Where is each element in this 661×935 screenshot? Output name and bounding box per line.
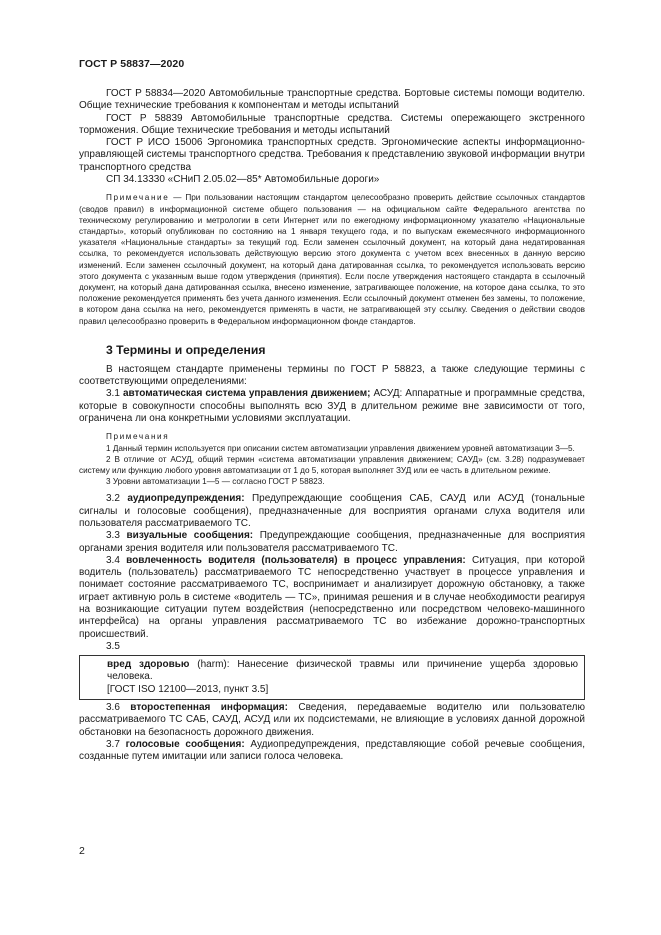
term-3-6: 3.6 второстепенная информация: Сведения, передаваемые водителю или пользователю рассматриваемого ТС САБ, САУД, АСУД или их подсистемами, не влияющие в условиях данной дорожной обстановки на безопасность дорожного движения. (79, 702, 586, 738)
note-item: 1 Данный термин используется при описании систем автоматизации управления движением уровней автоматизации 3—5. (106, 443, 575, 453)
term-3-4: 3.4 вовлеченность водителя (пользователя) в процесс управления: Ситуация, при которой водитель (пользователь) рассматриваемого ТС непосредственно участвует в процессе управления и понимает состояние рассматриваемого ТС, воспринимает и анализирует дорожную обстановку, а также играет активную роль в системе «водитель — ТС», принимая решения и в случае необходимости реагируя на возникающие ситуации путем воздействия (непосредственно или посредством человеко-машинного интерфейса) на органы управления рассматриваемого ТС во избежание дорожно-транспортных происшествий. (79, 554, 586, 640)
note-paragraph: Примечание — При пользовании настоящим стандартом целесообразно проверить действие ссылочных стандартов (сводов правил) в информационной системе общего пользования — на официальном сайте Федерального агентства по техническому регулированию и метрологии в сети Интернет или по ежегодному информационному указателю «Национальные стандарты», который опубликован по состоянию на 1 января текущего года, и по выпускам ежемесячного информационного указателя «Национальные стандарты» за текущий год. Если заменен ссылочный документ, на который дана недатированная ссылка, то рекомендуется использовать действующую версию этого документа с учетом всех внесенных в данную версию изменений. Если заменен ссылочный документ, на который дана датированная ссылка, то рекомендуется использовать версию этого документа с указанным выше годом утверждения (принятия). Если после утверждения настоящего стандарта в ссылочный документ, на который дана датированная ссылка, внесено изменение, затрагивающее положение, на которое дана ссылка, то это положение рекомендуется применять без учета данного изменения. Если ссылочный документ отменен без замены, то положение, в котором дана ссылка на него, рекомендуется применять в части, не затрагивающей эту ссылку. Сведения о действии сводов правил целесообразно проверить в Федеральном информационном фонде стандартов. (79, 193, 585, 326)
note-label: Примечание (106, 193, 170, 203)
note-item: 2 В отличие от АСУД, общий термин «система автоматизации управления движением; САУД» (см. 3.28) подразумевает систему или функцию любого уровня автоматизации от 1 до 5, которая выполняет ЗУД или ее часть в длительном режиме. (79, 454, 585, 475)
term-3-5-box (79, 655, 585, 700)
note-text: При пользовании настоящим стандартом целесообразно проверить действие ссылочных стандартов (сводов правил) в информационной системе общего пользования — на официальном сайте Федерального агентства по техническому регулированию и метрологии в сети Интернет или по ежегодному информационному указателю «Национальные стандарты», который опубликован по состоянию на 1 января текущего года, и по выпускам ежемесячного информационного указателя «Национальные стандарты» за текущий год. Если заменен ссылочный документ, на который дана недатированная ссылка, то рекомендуется использовать действующую версию этого документа с учетом всех внесенных в данную версию изменений. Если заменен ссылочный документ, на который дана датированная ссылка, то рекомендуется использовать версию этого документа с указанным выше годом утверждения (принятия). Если после утверждения настоящего стандарта в ссылочный документ, на который дана датированная ссылка, внесено изменение, затрагивающее положение, на которое дана ссылка, то это положение рекомендуется применять без учета данного изменения. Если ссылочный документ отменен без замены, то положение, в котором дана ссылка на него, рекомендуется применять в части, не затрагивающей эту ссылку. Сведения о действии сводов правил целесообразно проверить в Федеральном информационном фонде стандартов. (79, 193, 585, 326)
page-number: 2 (79, 845, 85, 857)
term-3-7: 3.7 голосовые сообщения: Аудиопредупреждения, представляющие собой речевые сообщения, созданные путем имитации или записи голоса человека. (79, 738, 586, 763)
note-item: 3 Уровни автоматизации 1—5 — согласно ГОСТ Р 58823. (106, 477, 325, 487)
term-3-5-source: [ГОСТ ISO 12100—2013, пункт 3.5] (107, 683, 269, 695)
reference-item: ГОСТ Р 58839 Автомобильные транспортные средства. Системы опережающего экстренного торможения. Общие технические требования и методы испытаний (79, 112, 585, 136)
section-title: 3 Термины и определения (106, 342, 266, 357)
section-intro: В настоящем стандарте применены термины по ГОСТ Р 58823, а также следующие термины с соответствующими определениями: (79, 363, 585, 388)
page-content (79, 88, 585, 764)
document-header: ГОСТ Р 58837—2020 (79, 58, 185, 70)
reference-item: ГОСТ Р 58834—2020 Автомобильные транспортные средства. Бортовые системы помощи водителю. Общие технические требования к компонентам и методы испытаний (79, 88, 585, 112)
reference-item: ГОСТ Р ИСО 15006 Эргономика транспортных средств. Эргономические аспекты информационно-управляющей системы транспортного средства. Требования к представлению звуковой информации внутри транспортного средства (79, 137, 585, 173)
reference-item: СП 34.13330 «СНиП 2.05.02—85* Автомобильные дороги» (106, 174, 380, 186)
term-3-5: вред здоровью (harm): Нанесение физической травмы или причинение ущерба здоровью человека. (107, 659, 579, 683)
term-3-3: 3.3 визуальные сообщения: Предупреждающие сообщения, предназначенные для восприятия органами зрения водителя или пользователя рассматриваемого ТС. (79, 530, 585, 554)
term-3-1: 3.1 автоматическая система управления движением; АСУД: Аппаратные и программные средства, которые в совокупности способны выполнять всю ЗУД в длительном режиме вне зависимости от того, ограничена ли она конкретными условиями эксплуатации. (79, 388, 585, 424)
notes-label: Примечания (106, 432, 170, 442)
term-3-5-number: 3.5 (106, 640, 120, 652)
term-3-2: 3.2 аудиопредупреждения: Предупреждающие сообщения САБ, САУД или АСУД (тональные сигналы и голосовые сообщения), предназначенные для восприятия органами слуха водителя или пользователя рассматриваемого ТС. (79, 493, 585, 529)
